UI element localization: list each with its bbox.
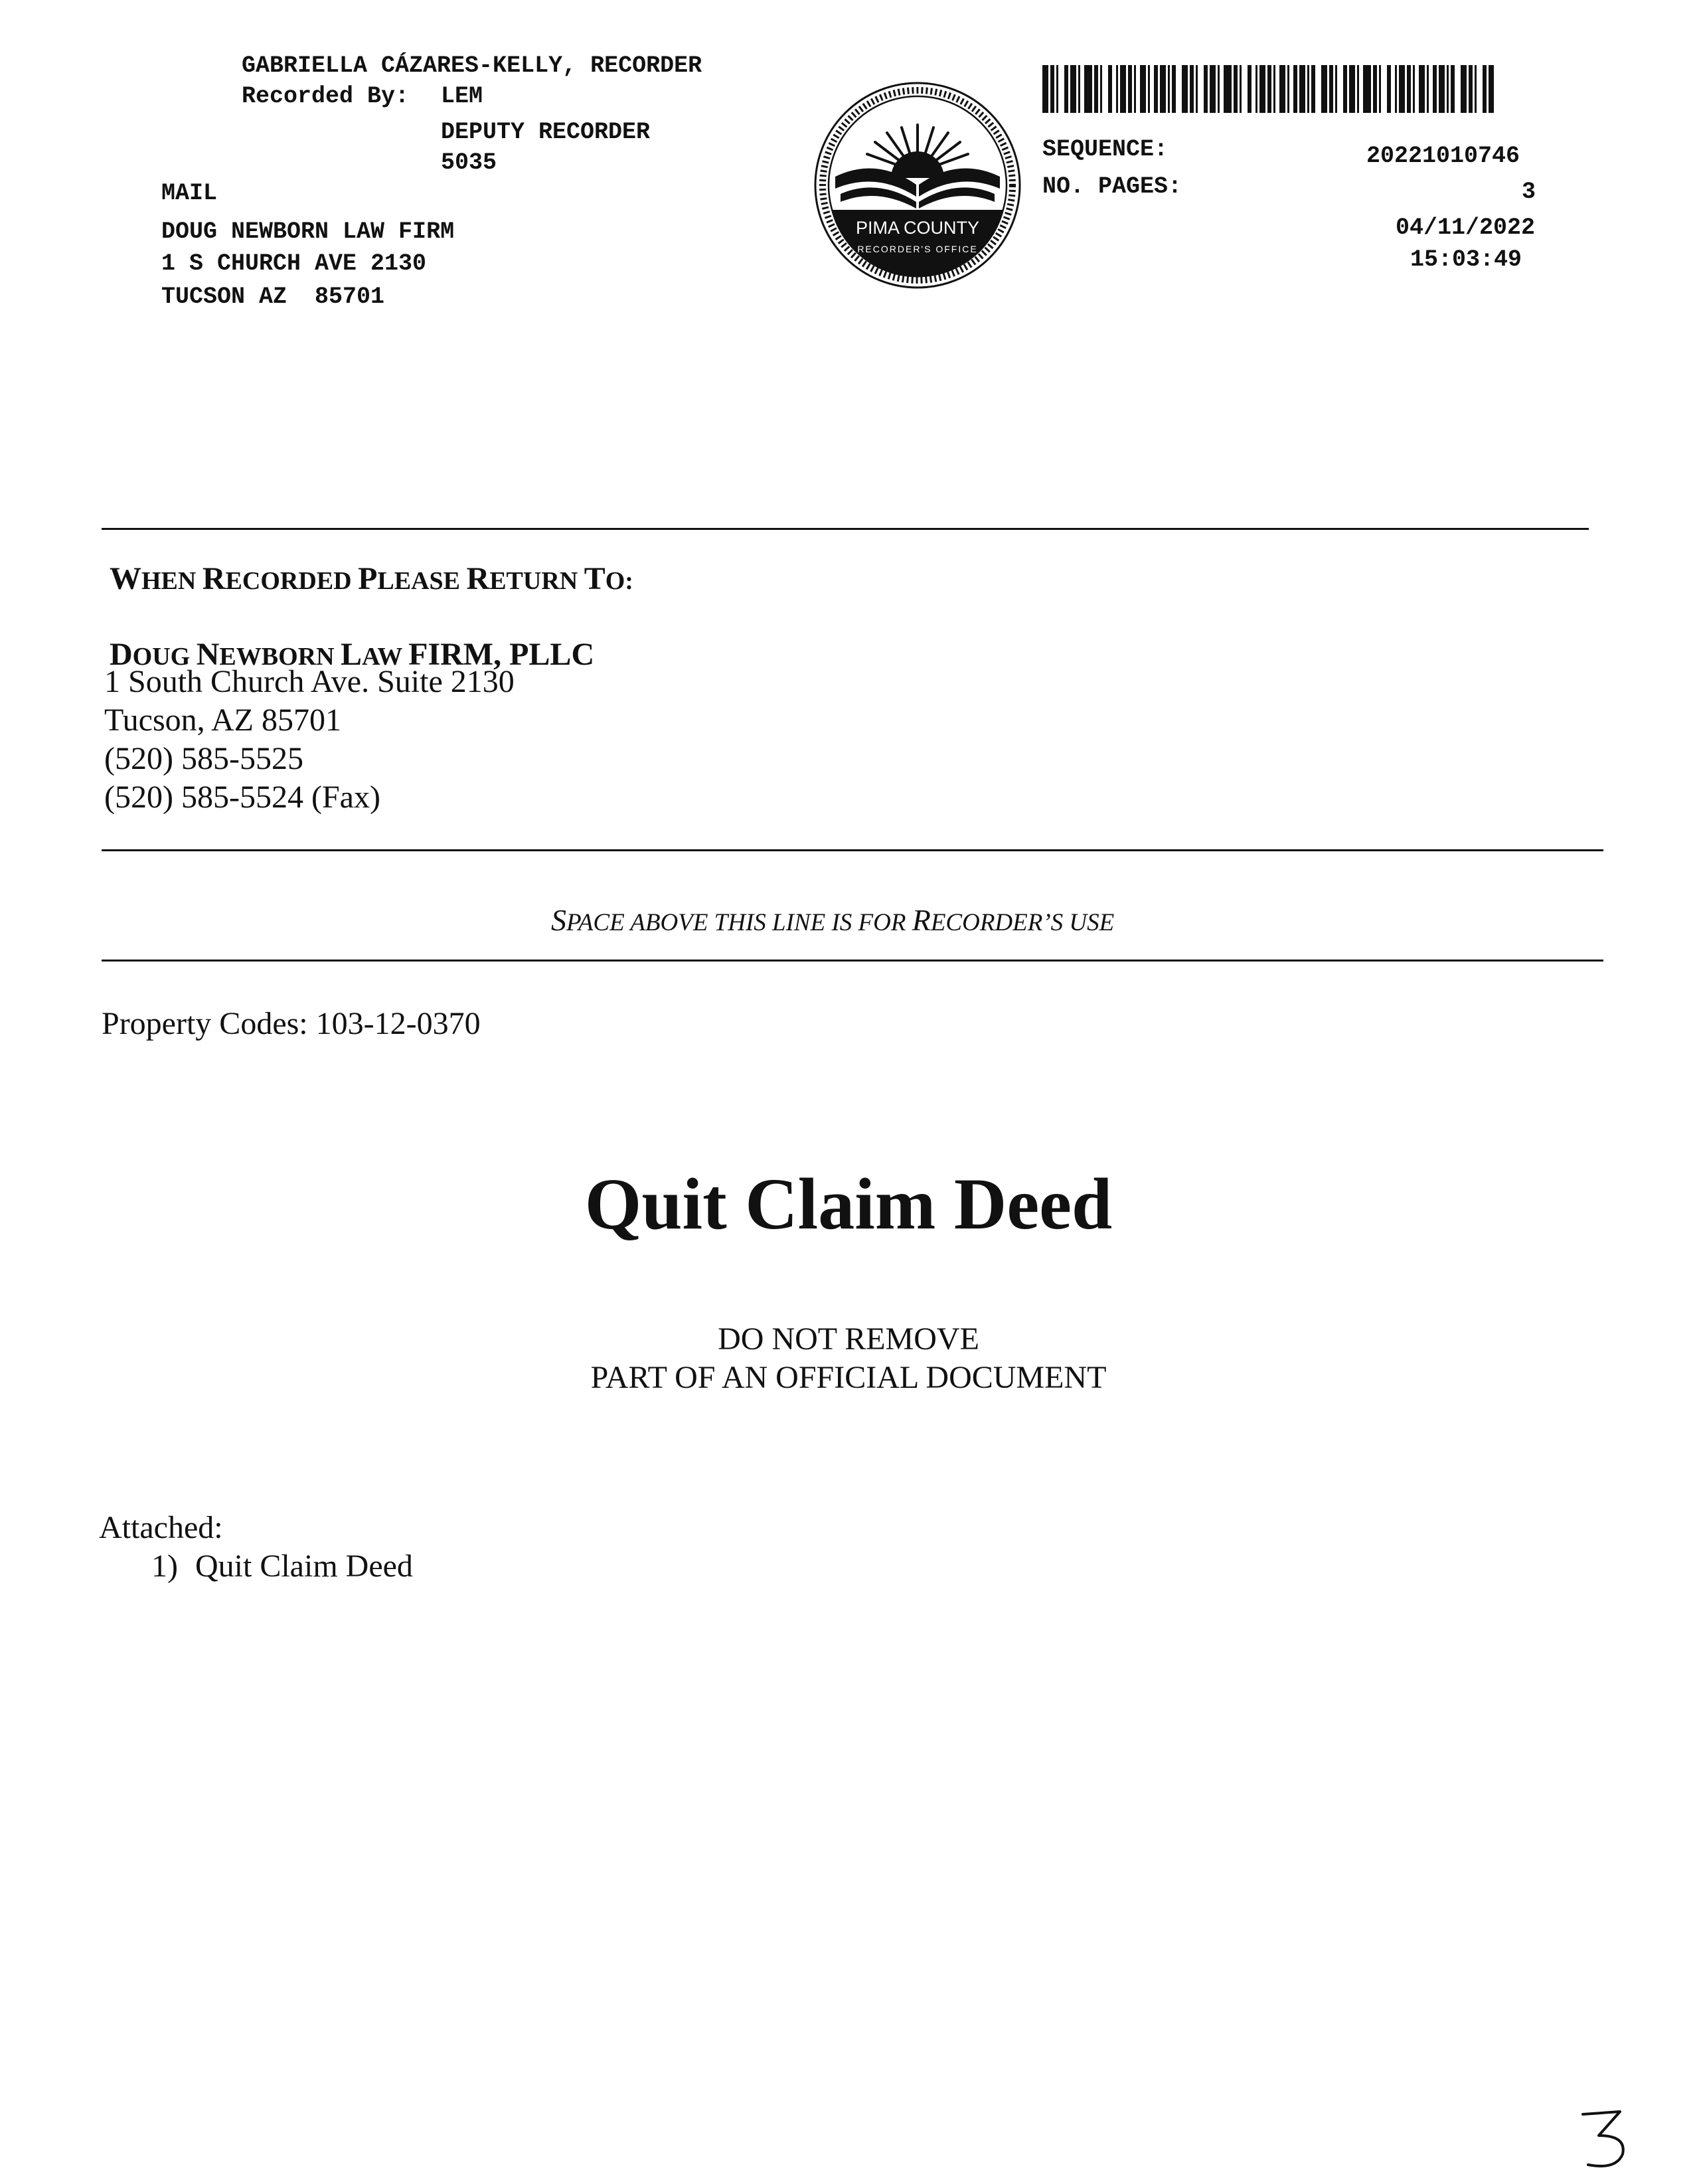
barcode-bar bbox=[1357, 65, 1359, 113]
barcode-bar bbox=[1240, 65, 1242, 113]
barcode-bar bbox=[1218, 65, 1220, 113]
smallcap-segment: RECORDER’S USE bbox=[912, 903, 1115, 937]
barcode-bar bbox=[1190, 65, 1194, 113]
pages-value: 3 bbox=[1522, 179, 1536, 205]
barcode-bar bbox=[1363, 65, 1371, 113]
attachment-name: Quit Claim Deed bbox=[195, 1549, 413, 1584]
barcode-bar bbox=[1461, 65, 1467, 113]
property-codes-label: Property Codes: bbox=[102, 1006, 308, 1041]
barcode-bar bbox=[1307, 65, 1309, 113]
barcode-bar bbox=[1469, 65, 1473, 113]
barcode-bar bbox=[1349, 65, 1355, 113]
return-to-heading bbox=[104, 552, 633, 595]
mail-address-line: TUCSON AZ 85701 bbox=[161, 284, 385, 310]
handwritten-page-number bbox=[1574, 2105, 1633, 2171]
document-barcode bbox=[1042, 65, 1494, 113]
recorded-by-value: LEM bbox=[441, 83, 483, 110]
barcode-bar bbox=[1395, 65, 1397, 113]
deputy-number: 5035 bbox=[441, 149, 497, 176]
barcode-bar bbox=[1329, 65, 1333, 113]
barcode-bar bbox=[1108, 65, 1112, 113]
barcode-bar bbox=[1419, 65, 1425, 113]
barcode-bar bbox=[1100, 65, 1102, 113]
barcode-bar bbox=[1279, 65, 1285, 113]
barcode-bar bbox=[1273, 65, 1275, 113]
barcode-bar bbox=[1433, 65, 1437, 113]
attached-label: Attached: bbox=[99, 1510, 223, 1545]
barcode-bar bbox=[1373, 65, 1377, 113]
barcode-bar bbox=[1224, 65, 1232, 113]
pima-county-seal bbox=[811, 78, 1024, 292]
attachment-number: 1) bbox=[151, 1549, 178, 1584]
barcode-bar bbox=[1427, 65, 1429, 113]
barcode-bar bbox=[1335, 65, 1337, 113]
smallcap-segment: WHEN bbox=[110, 561, 202, 596]
seal-county-text: PIMA COUNTY bbox=[855, 218, 980, 238]
recorder-use-top-divider bbox=[102, 849, 1603, 851]
barcode-bar bbox=[1056, 65, 1058, 113]
barcode-bar bbox=[1379, 65, 1381, 113]
mail-address-line: DOUG NEWBORN LAW FIRM bbox=[161, 218, 455, 245]
barcode-bar bbox=[1160, 65, 1166, 113]
smallcap-segment: DOUG bbox=[110, 637, 197, 672]
barcode-bar bbox=[1475, 65, 1477, 113]
recorder-use-bottom-divider bbox=[102, 960, 1603, 962]
firm-fax: (520) 585-5524 (Fax) bbox=[104, 780, 380, 815]
barcode-bar bbox=[1447, 65, 1449, 113]
barcode-bar bbox=[1234, 65, 1238, 113]
official-document-notice: PART OF AN OFFICIAL DOCUMENT bbox=[590, 1360, 1107, 1395]
document-title: Quit Claim Deed bbox=[584, 1163, 1113, 1244]
barcode-bar bbox=[1255, 65, 1257, 113]
smallcap-segment: TO: bbox=[584, 561, 633, 596]
barcode-bar bbox=[1399, 65, 1405, 113]
barcode-bar bbox=[1321, 65, 1327, 113]
barcode-bar bbox=[1116, 65, 1118, 113]
mail-address-line: 1 S CHURCH AVE 2130 bbox=[161, 250, 427, 277]
barcode-bar bbox=[1168, 65, 1170, 113]
barcode-bar bbox=[1343, 65, 1347, 113]
barcode-bar bbox=[1148, 65, 1150, 113]
barcode-bar bbox=[1064, 65, 1068, 113]
smallcap-segment: RECORDED bbox=[202, 561, 359, 596]
barcode-bar bbox=[1204, 65, 1208, 113]
barcode-bar bbox=[1084, 65, 1092, 113]
pages-label: NO. PAGES: bbox=[1042, 173, 1182, 200]
smallcap-segment: RETURN bbox=[466, 561, 584, 596]
firm-phone: (520) 585-5525 bbox=[104, 741, 303, 776]
property-codes bbox=[102, 1008, 481, 1040]
barcode-bar bbox=[1210, 65, 1216, 113]
firm-address-line: 1 South Church Ave. Suite 2130 bbox=[104, 664, 515, 699]
barcode-bar bbox=[1267, 65, 1271, 113]
smallcap-segment: NEWBORN bbox=[196, 637, 341, 672]
barcode-bar bbox=[1140, 65, 1146, 113]
recorded-by-label: Recorded By: bbox=[242, 83, 410, 110]
barcode-bar bbox=[1070, 65, 1076, 113]
smallcap-segment: PLEASE bbox=[358, 561, 467, 596]
barcode-bar bbox=[1407, 65, 1411, 113]
barcode-bar bbox=[1293, 65, 1297, 113]
delivery-method: MAIL bbox=[161, 180, 218, 207]
smallcap-segment: SPACE ABOVE THIS LINE IS FOR bbox=[551, 903, 912, 937]
smallcap-segment: LAW bbox=[341, 637, 409, 672]
barcode-bar bbox=[1439, 65, 1445, 113]
barcode-bar bbox=[1451, 65, 1455, 113]
barcode-bar bbox=[1413, 65, 1415, 113]
barcode-bar bbox=[1172, 65, 1176, 113]
barcode-bar bbox=[1120, 65, 1126, 113]
record-date: 04/11/2022 bbox=[1396, 214, 1536, 241]
do-not-remove-notice: DO NOT REMOVE bbox=[718, 1321, 979, 1357]
top-divider bbox=[102, 528, 1589, 530]
barcode-bar bbox=[1287, 65, 1289, 113]
barcode-bar bbox=[1489, 65, 1494, 113]
smallcap-segment: FIRM, PLLC bbox=[408, 637, 595, 672]
barcode-bar bbox=[1078, 65, 1080, 113]
barcode-bar bbox=[1387, 65, 1391, 113]
barcode-bar bbox=[1134, 65, 1136, 113]
sequence-value: 20221010746 bbox=[1366, 143, 1520, 169]
barcode-bar bbox=[1248, 65, 1252, 113]
barcode-bar bbox=[1483, 65, 1487, 113]
barcode-bar bbox=[1050, 65, 1054, 113]
attachment-item bbox=[151, 1551, 413, 1582]
barcode-bar bbox=[1094, 65, 1098, 113]
seal-office-text: RECORDER'S OFFICE bbox=[857, 244, 978, 254]
barcode-bar bbox=[1154, 65, 1158, 113]
record-time: 15:03:49 bbox=[1410, 246, 1522, 273]
barcode-bar bbox=[1259, 65, 1265, 113]
barcode-bar bbox=[1299, 65, 1305, 113]
barcode-bar bbox=[1042, 65, 1048, 113]
recorder-name-line: GABRIELLA CÁZARES-KELLY, RECORDER bbox=[242, 52, 702, 79]
sequence-label: SEQUENCE: bbox=[1042, 136, 1169, 163]
barcode-bar bbox=[1182, 65, 1188, 113]
barcode-bar bbox=[1311, 65, 1315, 113]
property-codes-value: 103-12-0370 bbox=[315, 1006, 481, 1041]
firm-address-line: Tucson, AZ 85701 bbox=[104, 703, 341, 738]
barcode-bar bbox=[1196, 65, 1198, 113]
deputy-title: DEPUTY RECORDER bbox=[441, 119, 651, 145]
recorder-use-note bbox=[546, 894, 1114, 936]
barcode-bar bbox=[1128, 65, 1132, 113]
